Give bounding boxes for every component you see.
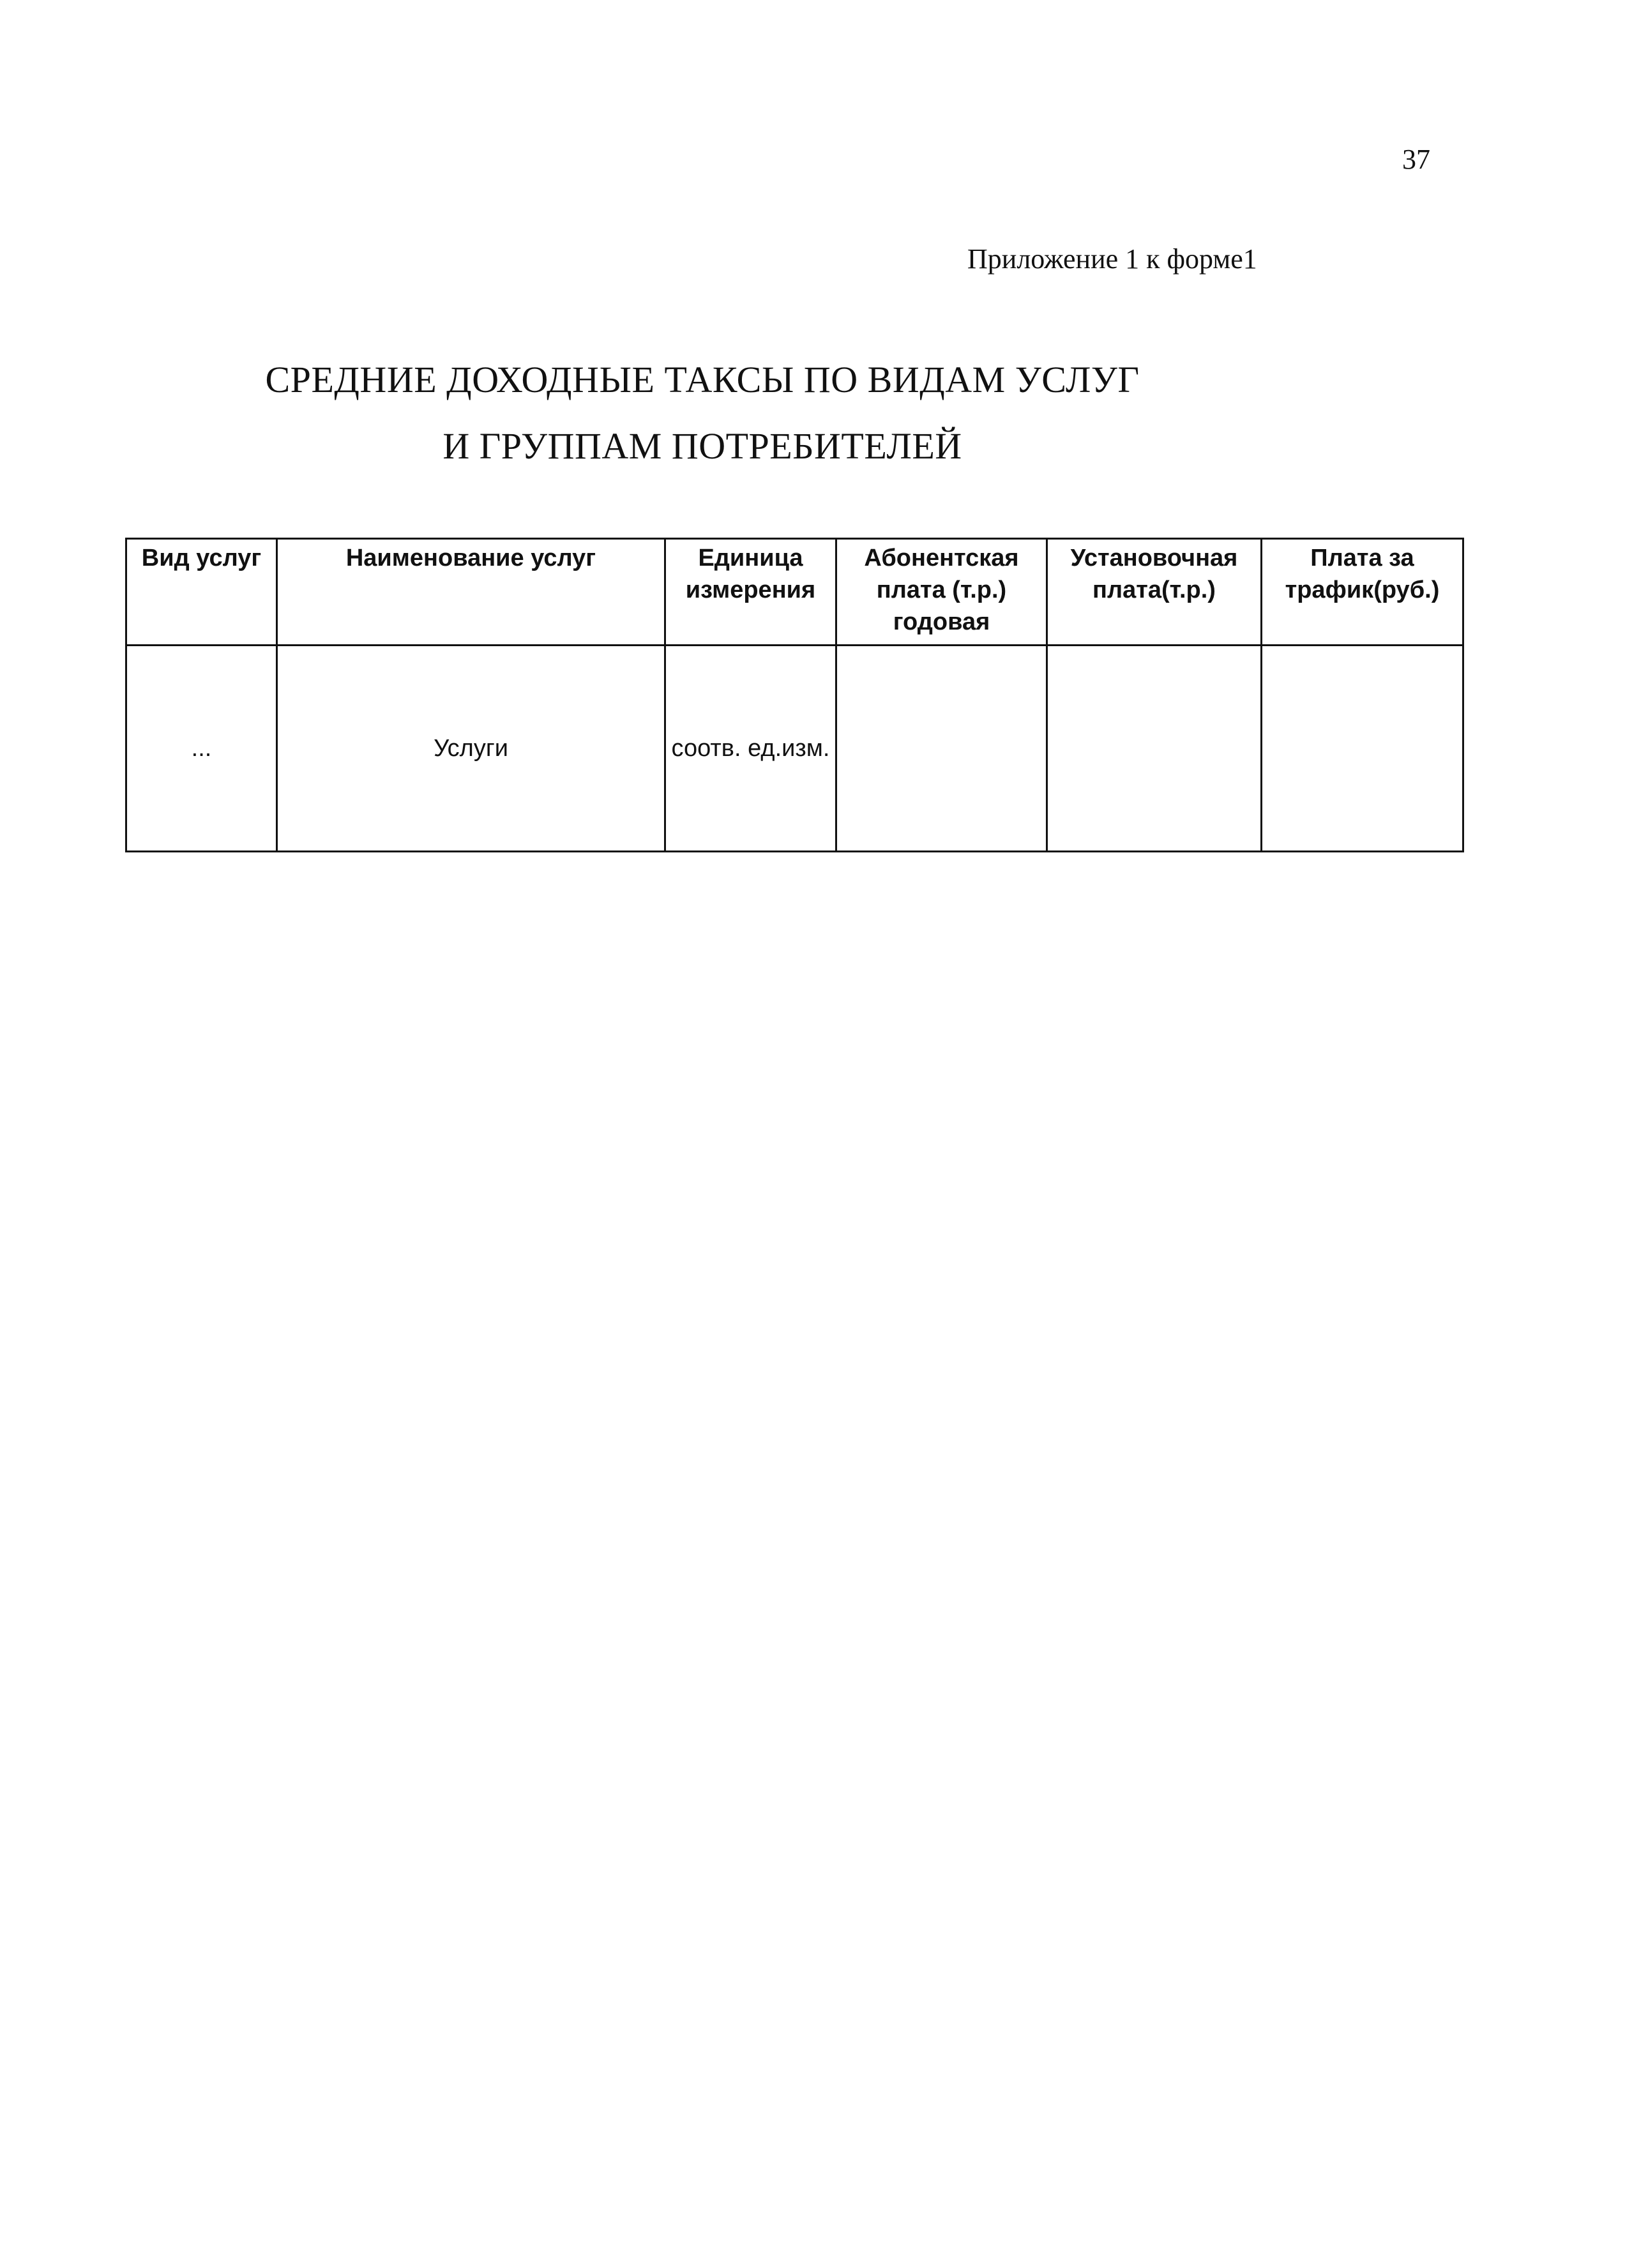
header-installation-fee: Установочная плата(т.р.) xyxy=(1047,539,1262,646)
header-unit: Единица измерения xyxy=(665,539,836,646)
cell-traffic-fee xyxy=(1262,646,1463,852)
page-number: 37 xyxy=(1402,144,1430,175)
document-title-line-2: И ГРУППАМ ПОТРЕБИТЕЛЕЙ xyxy=(442,425,962,467)
table-header-row xyxy=(126,539,1463,646)
header-service-kind: Вид услуг xyxy=(126,539,277,646)
rates-table xyxy=(125,538,1464,852)
appendix-note: Приложение 1 к форме1 xyxy=(967,243,1257,275)
cell-service-kind: ... xyxy=(126,646,277,852)
header-traffic-fee: Плата за трафик(руб.) xyxy=(1262,539,1463,646)
header-service-name: Наименование услуг xyxy=(277,539,665,646)
header-subscription-fee: Абонентская плата (т.р.) годовая xyxy=(836,539,1047,646)
cell-unit: соотв. ед.изм. xyxy=(665,646,836,852)
cell-subscription-fee xyxy=(836,646,1047,852)
document-title-line-1: СРЕДНИЕ ДОХОДНЫЕ ТАКСЫ ПО ВИДАМ УСЛУГ xyxy=(265,359,1140,400)
cell-service-name: Услуги xyxy=(277,646,665,852)
cell-installation-fee xyxy=(1047,646,1262,852)
table-row xyxy=(126,646,1463,852)
